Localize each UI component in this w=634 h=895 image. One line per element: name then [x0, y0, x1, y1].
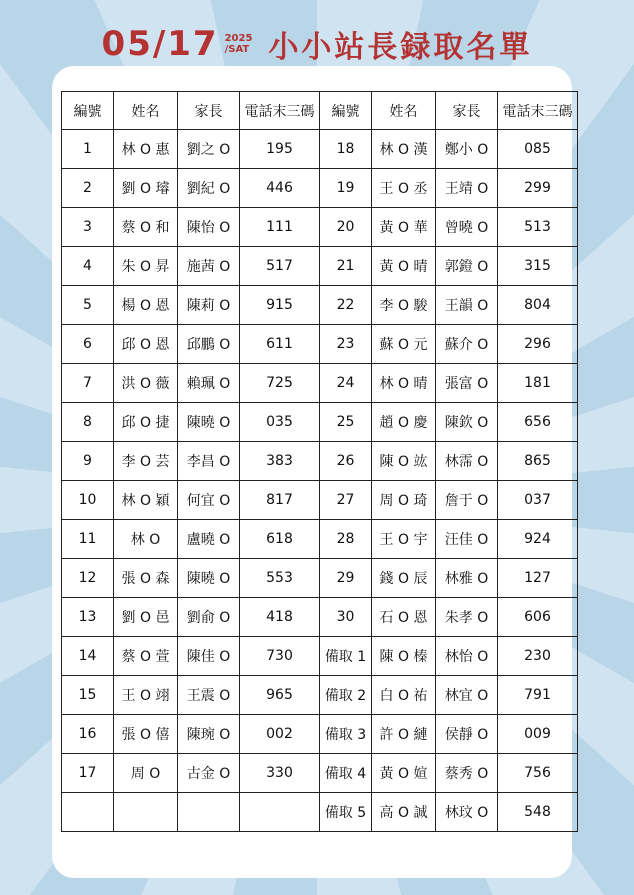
- cell-parent-name: 王韻 O: [436, 286, 498, 325]
- cell-phone-last3: 299: [498, 169, 578, 208]
- cell-student-name: 林 O 惠: [114, 130, 178, 169]
- table-row: [62, 559, 578, 598]
- cell-parent-name: 古金 O: [178, 754, 240, 793]
- table-row: [62, 793, 578, 832]
- cell-number: 29: [320, 559, 372, 598]
- cell-parent-name: 曾曉 O: [436, 208, 498, 247]
- cell-phone-last3: 513: [498, 208, 578, 247]
- table-row: [62, 403, 578, 442]
- cell-parent-name: 侯靜 O: [436, 715, 498, 754]
- cell-phone-last3: 085: [498, 130, 578, 169]
- cell-parent-name: 盧曉 O: [178, 520, 240, 559]
- cell-student-name: 黃 O 晴: [372, 247, 436, 286]
- table-row: [62, 247, 578, 286]
- cell-parent-name: 陳莉 O: [178, 286, 240, 325]
- cell-phone-last3: 725: [240, 364, 320, 403]
- cell-student-name: 陳 O 榛: [372, 637, 436, 676]
- cell-parent-name: 蔡秀 O: [436, 754, 498, 793]
- cell-parent-name: 陳佳 O: [178, 637, 240, 676]
- cell-parent-name: 王靖 O: [436, 169, 498, 208]
- cell-parent-name: 施茜 O: [178, 247, 240, 286]
- cell-number: 備取 2: [320, 676, 372, 715]
- cell-phone-last3: 791: [498, 676, 578, 715]
- table-row: [62, 520, 578, 559]
- cell-student-name: 趙 O 慶: [372, 403, 436, 442]
- table-row: [62, 364, 578, 403]
- cell-parent-name: 劉之 O: [178, 130, 240, 169]
- cell-number: 備取 5: [320, 793, 372, 832]
- cell-phone-last3: 111: [240, 208, 320, 247]
- admission-table: [61, 91, 578, 832]
- event-weekday: /SAT: [224, 44, 250, 55]
- cell-phone-last3: 618: [240, 520, 320, 559]
- table-row: [62, 598, 578, 637]
- cell-student-name: 周 O: [114, 754, 178, 793]
- cell-student-name: 林 O: [114, 520, 178, 559]
- cell-number: 2: [62, 169, 114, 208]
- table-row: [62, 676, 578, 715]
- cell-number: 備取 3: [320, 715, 372, 754]
- cell-student-name: 白 O 祐: [372, 676, 436, 715]
- cell-student-name: 邱 O 捷: [114, 403, 178, 442]
- cell-parent-name: 劉俞 O: [178, 598, 240, 637]
- page-title: 小小站長録取名單: [268, 30, 533, 65]
- cell-student-name: 劉 O 邑: [114, 598, 178, 637]
- cell-phone-last3: 548: [498, 793, 578, 832]
- cell-number: 26: [320, 442, 372, 481]
- column-header-student-name: 姓名: [114, 92, 178, 130]
- cell-phone-last3: 195: [240, 130, 320, 169]
- cell-parent-name: 賴珮 O: [178, 364, 240, 403]
- cell-phone-last3: 656: [498, 403, 578, 442]
- cell-parent-name: 林怡 O: [436, 637, 498, 676]
- cell-phone-last3: 296: [498, 325, 578, 364]
- cell-student-name: 李 O 芸: [114, 442, 178, 481]
- cell-number: 24: [320, 364, 372, 403]
- table-row: [62, 325, 578, 364]
- table-row: [62, 130, 578, 169]
- cell-phone-last3: 230: [498, 637, 578, 676]
- table-row: [62, 286, 578, 325]
- cell-phone-last3: 315: [498, 247, 578, 286]
- cell-phone-last3: 553: [240, 559, 320, 598]
- cell-parent-name: 陳曉 O: [178, 559, 240, 598]
- cell-number: 8: [62, 403, 114, 442]
- cell-phone-last3: 915: [240, 286, 320, 325]
- date-detail: [225, 33, 253, 55]
- cell-parent-name: 鄭小 O: [436, 130, 498, 169]
- cell-phone-last3: 035: [240, 403, 320, 442]
- cell-student-name: 朱 O 昇: [114, 247, 178, 286]
- cell-phone-last3: 965: [240, 676, 320, 715]
- cell-student-name: 王 O 宇: [372, 520, 436, 559]
- table-row: [62, 208, 578, 247]
- cell-number: 18: [320, 130, 372, 169]
- cell-number: 12: [62, 559, 114, 598]
- cell-phone-last3: 730: [240, 637, 320, 676]
- cell-phone-last3: 817: [240, 481, 320, 520]
- cell-student-name: 劉 O 璿: [114, 169, 178, 208]
- table-row: [62, 481, 578, 520]
- column-header-parent-name: 家長: [178, 92, 240, 130]
- cell-parent-name: 何宜 O: [178, 481, 240, 520]
- cell-student-name: 洪 O 薇: [114, 364, 178, 403]
- column-header-number: 編號: [62, 92, 114, 130]
- table-row: [62, 637, 578, 676]
- cell-parent-name: 林雅 O: [436, 559, 498, 598]
- cell-student-name: 石 O 恩: [372, 598, 436, 637]
- cell-parent-name: 劉紀 O: [178, 169, 240, 208]
- cell-phone-last3: 002: [240, 715, 320, 754]
- cell-student-name: 許 O 縺: [372, 715, 436, 754]
- cell-parent-name: 王震 O: [178, 676, 240, 715]
- table-row: [62, 754, 578, 793]
- cell-student-name: 邱 O 恩: [114, 325, 178, 364]
- cell-phone-last3: 865: [498, 442, 578, 481]
- cell-student-name: 蘇 O 元: [372, 325, 436, 364]
- cell-number: 6: [62, 325, 114, 364]
- cell-student-name: 張 O 森: [114, 559, 178, 598]
- cell-phone-last3: 181: [498, 364, 578, 403]
- cell-student-name: 高 O 誠: [372, 793, 436, 832]
- cell-phone-last3: 127: [498, 559, 578, 598]
- cell-parent-name: 郭鐙 O: [436, 247, 498, 286]
- cell-student-name: 林 O 漢: [372, 130, 436, 169]
- table-row: [62, 715, 578, 754]
- cell-number: 21: [320, 247, 372, 286]
- cell-number: 10: [62, 481, 114, 520]
- cell-number: 23: [320, 325, 372, 364]
- cell-parent-name: 陳琬 O: [178, 715, 240, 754]
- cell-number: 9: [62, 442, 114, 481]
- cell-parent-name: 陳欽 O: [436, 403, 498, 442]
- column-header-number: 編號: [320, 92, 372, 130]
- cell-number: 15: [62, 676, 114, 715]
- table-row: [62, 442, 578, 481]
- cell-student-name: 蔡 O 和: [114, 208, 178, 247]
- cell-parent-name: 陳怡 O: [178, 208, 240, 247]
- cell-student-name: 蔡 O 萱: [114, 637, 178, 676]
- cell-parent-name: 邱鵬 O: [178, 325, 240, 364]
- cell-parent-name: 詹于 O: [436, 481, 498, 520]
- cell-number: 19: [320, 169, 372, 208]
- cell-phone-last3: 606: [498, 598, 578, 637]
- cell-student-name: 黃 O 媗: [372, 754, 436, 793]
- cell-number: 22: [320, 286, 372, 325]
- cell-number: 30: [320, 598, 372, 637]
- event-date: 05/17: [101, 24, 219, 64]
- cell-number: 20: [320, 208, 372, 247]
- cell-phone-last3: 383: [240, 442, 320, 481]
- cell-number: 備取 4: [320, 754, 372, 793]
- cell-parent-name: 林霈 O: [436, 442, 498, 481]
- table-header-row: [62, 92, 578, 130]
- cell-parent-name: 林玟 O: [436, 793, 498, 832]
- cell-parent-name: [178, 793, 240, 832]
- cell-student-name: 王 O 翊: [114, 676, 178, 715]
- cell-phone-last3: 330: [240, 754, 320, 793]
- cell-phone-last3: 804: [498, 286, 578, 325]
- cell-phone-last3: 446: [240, 169, 320, 208]
- cell-phone-last3: 009: [498, 715, 578, 754]
- cell-number: 11: [62, 520, 114, 559]
- cell-student-name: 王 O 丞: [372, 169, 436, 208]
- cell-parent-name: 蘇介 O: [436, 325, 498, 364]
- cell-student-name: 錢 O 辰: [372, 559, 436, 598]
- cell-number: 27: [320, 481, 372, 520]
- cell-student-name: 陳 O 竑: [372, 442, 436, 481]
- cell-parent-name: 朱孝 O: [436, 598, 498, 637]
- cell-phone-last3: 517: [240, 247, 320, 286]
- cell-phone-last3: [240, 793, 320, 832]
- column-header-student-name: 姓名: [372, 92, 436, 130]
- table-row: [62, 169, 578, 208]
- cell-parent-name: 陳曉 O: [178, 403, 240, 442]
- cell-parent-name: 汪佳 O: [436, 520, 498, 559]
- cell-number: 25: [320, 403, 372, 442]
- column-header-phone-last3: 電話末三碼: [498, 92, 578, 130]
- cell-number: 3: [62, 208, 114, 247]
- cell-number: 14: [62, 637, 114, 676]
- cell-number: 1: [62, 130, 114, 169]
- cell-number: 28: [320, 520, 372, 559]
- cell-student-name: 張 O 僖: [114, 715, 178, 754]
- cell-number: 16: [62, 715, 114, 754]
- cell-number: 4: [62, 247, 114, 286]
- cell-number: 13: [62, 598, 114, 637]
- event-year: 2025: [224, 33, 253, 44]
- cell-student-name: [114, 793, 178, 832]
- cell-parent-name: 林宜 O: [436, 676, 498, 715]
- cell-student-name: 楊 O 恩: [114, 286, 178, 325]
- cell-student-name: 李 O 駿: [372, 286, 436, 325]
- cell-phone-last3: 611: [240, 325, 320, 364]
- cell-phone-last3: 418: [240, 598, 320, 637]
- column-header-parent-name: 家長: [436, 92, 498, 130]
- cell-number: 5: [62, 286, 114, 325]
- cell-number: 備取 1: [320, 637, 372, 676]
- cell-number: 17: [62, 754, 114, 793]
- cell-parent-name: 李昌 O: [178, 442, 240, 481]
- cell-student-name: 林 O 穎: [114, 481, 178, 520]
- column-header-phone-last3: 電話末三碼: [240, 92, 320, 130]
- cell-phone-last3: 037: [498, 481, 578, 520]
- cell-student-name: 黃 O 華: [372, 208, 436, 247]
- page-header: [0, 18, 634, 70]
- cell-number: 7: [62, 364, 114, 403]
- cell-student-name: 周 O 琦: [372, 481, 436, 520]
- cell-student-name: 林 O 晴: [372, 364, 436, 403]
- cell-phone-last3: 756: [498, 754, 578, 793]
- cell-phone-last3: 924: [498, 520, 578, 559]
- cell-number: [62, 793, 114, 832]
- cell-parent-name: 張富 O: [436, 364, 498, 403]
